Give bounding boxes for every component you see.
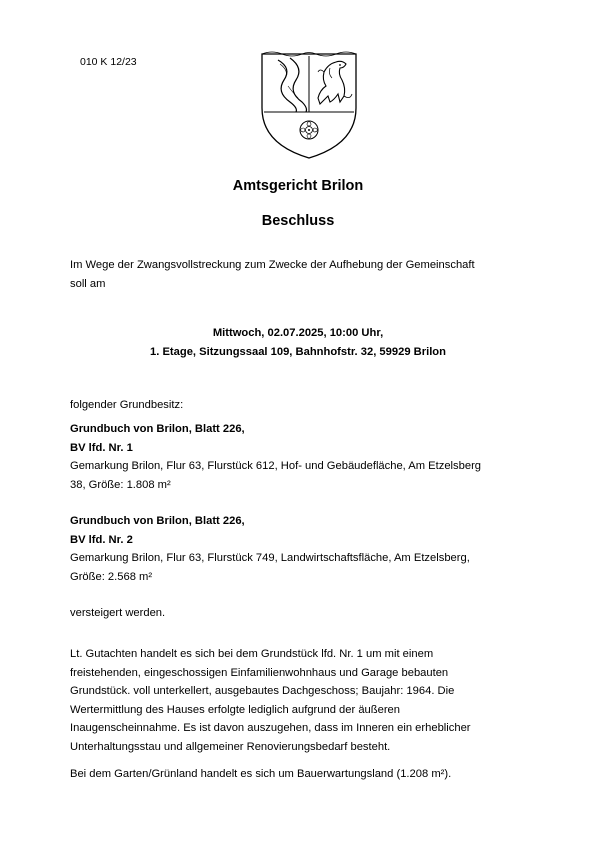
property-intro: folgender Grundbesitz: [70, 399, 184, 411]
parcel-number: BV lfd. Nr. 1 [70, 441, 133, 454]
appraisal-line: Inaugenscheinnahme. Es ist davon auszugehen, dass im Inneren ein erheblicher [70, 722, 471, 734]
parcel-description: 38, Größe: 1.808 m² [70, 478, 171, 491]
intro-line: Im Wege der Zwangsvollstreckung zum Zwecke der Aufhebung der Gemeinschaft [70, 259, 475, 271]
parcel-description: Größe: 2.568 m² [70, 570, 153, 583]
court-name: Amtsgericht Brilon [232, 178, 364, 194]
parcel-2 [70, 512, 530, 586]
appraisal-line: Wertermittlung des Hauses erfolgte lediglich aufgrund der äußeren [70, 703, 401, 716]
appraisal-line: Lt. Gutachten handelt es sich bei dem Grundstück lfd. Nr. 1 um mit einem [70, 648, 434, 660]
parcel-register: Grundbuch von Brilon, Blatt 226, [70, 423, 245, 435]
garden-text: Bei dem Garten/Grünland handelt es sich um Bauerwartungsland (1.208 m²). [70, 768, 452, 780]
parcel-1 [70, 420, 530, 494]
parcel-register: Grundbuch von Brilon, Blatt 226, [70, 515, 245, 527]
appraisal-line: Unterhaltungsstau und allgemeiner Renovierungsbedarf besteht. [70, 740, 391, 753]
appraisal-paragraph [70, 645, 530, 756]
appraisal-line: freistehenden, eingeschossigen Einfamilienwohnhaus und Garage bebauten [70, 666, 449, 679]
intro-line: soll am [70, 277, 106, 290]
parcel-description: Gemarkung Brilon, Flur 63, Flurstück 749, Landwirtschaftsfläche, Am Etzelsberg, [70, 552, 470, 564]
appraisal-line: Grundstück. voll unterkellert, ausgebautes Dachgeschoss; Baujahr: 1964. Die [70, 685, 455, 697]
case-reference: 010 K 12/23 [80, 56, 137, 68]
intro-paragraph [70, 256, 530, 293]
appointment-date: Mittwoch, 02.07.2025, 10:00 Uhr, [212, 327, 384, 339]
parcel-description: Gemarkung Brilon, Flur 63, Flurstück 612, Hof- und Gebäudefläche, Am Etzelsberg [70, 460, 482, 472]
appointment-place: 1. Etage, Sitzungssaal 109, Bahnhofstr. 32, 59929 Brilon [150, 346, 446, 358]
auction-text: versteigert werden. [70, 607, 166, 619]
nrw-coat-of-arms-icon [258, 50, 360, 162]
parcel-number: BV lfd. Nr. 2 [70, 533, 133, 546]
document-title: Beschluss [261, 213, 335, 229]
